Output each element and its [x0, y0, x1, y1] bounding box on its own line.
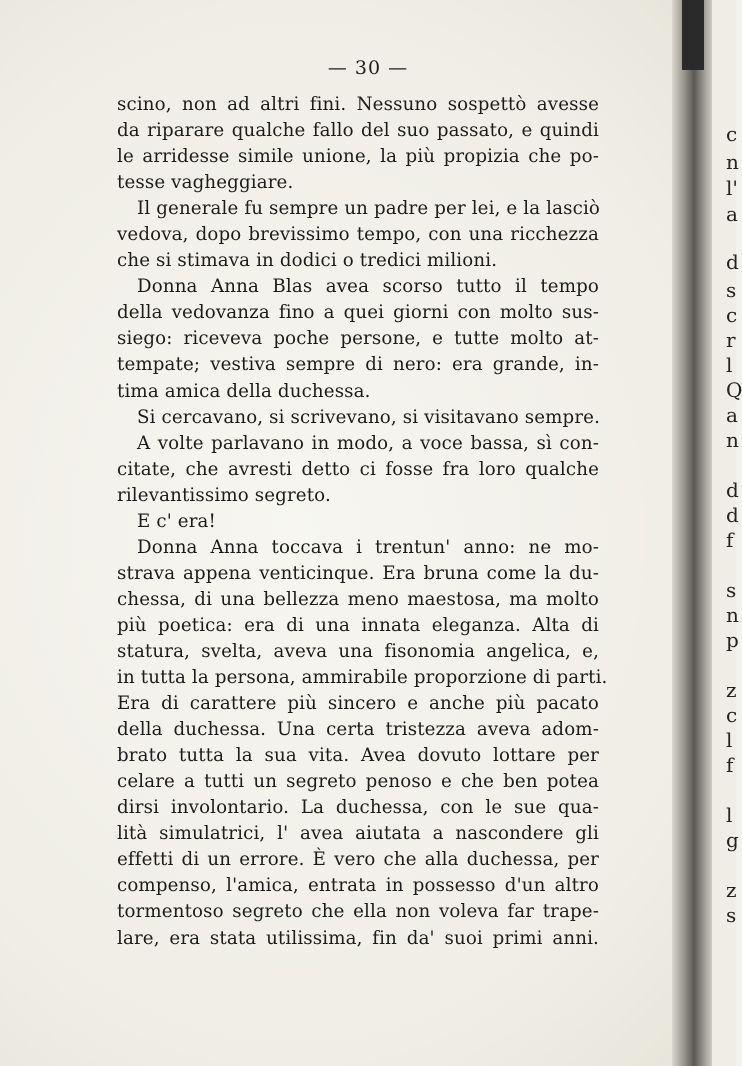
- facing-page-fragment: z: [726, 678, 737, 702]
- text-line: tesse vagheggiare.: [117, 172, 294, 194]
- facing-page-fragment: d: [726, 503, 739, 527]
- text-line: statura, svelta, aveva una fisonomia angelica, e,: [117, 640, 599, 662]
- text-line: dirsi involontario. La duchessa, con le sue qua-: [117, 797, 599, 819]
- facing-page-fragment: l: [726, 728, 733, 752]
- text-line: della duchessa. Una certa tristezza aveva adom-: [117, 719, 599, 741]
- facing-page-fragment: c: [726, 303, 738, 327]
- text-line: siego: riceveva poche persone, e tutte molto at-: [117, 328, 599, 350]
- text-line: lare, era stata utilissima, fin da' suoi primi anni.: [117, 927, 599, 949]
- text-line: le arridesse simile unione, la più propizia che po-: [117, 146, 599, 168]
- facing-page-fragment: l: [726, 353, 733, 377]
- text-line: scino, non ad altri fini. Nessuno sospettò avesse: [117, 94, 599, 115]
- text-line: tempate; vestiva sempre di nero: era grande, in-: [117, 354, 599, 376]
- text-line: in tutta la persona, ammirabile proporzione di parti.: [117, 667, 608, 689]
- text-line: tormentoso segreto che ella non voleva far trape-: [117, 901, 599, 923]
- text-line: Il generale fu sempre un padre per lei, e la lasciò: [137, 198, 601, 220]
- text-line: della vedovanza fino a quei giorni con molto sus-: [117, 302, 599, 324]
- facing-page-fragment: n: [726, 428, 739, 452]
- facing-page-fragment: f: [726, 753, 734, 777]
- text-line: compenso, l'amica, entrata in possesso d'un altro: [117, 875, 599, 897]
- body-text: [117, 92, 608, 952]
- facing-page-fragment: c: [726, 122, 738, 146]
- text-line: citate, che avresti detto ci fosse fra loro qualche: [117, 458, 599, 480]
- facing-page-fragment: r: [726, 328, 736, 352]
- facing-page-fragment: n: [726, 150, 739, 174]
- text-line: Donna Anna Blas avea scorso tutto il tempo: [137, 276, 599, 298]
- text-line: strava appena venticinque. Era bruna come la du-: [117, 562, 599, 584]
- text-line: brato tutta la sua vita. Avea dovuto lottare per: [117, 745, 599, 767]
- text-line: chessa, di una bellezza meno maestosa, ma molto: [117, 588, 599, 610]
- text-line: che si stimava in dodici o tredici milioni.: [117, 250, 498, 272]
- facing-page-fragment: s: [726, 903, 737, 927]
- text-line: più poetica: era di una innata eleganza. Alta di: [117, 614, 599, 636]
- facing-page-fragment: s: [726, 278, 737, 302]
- facing-page-fragment: a: [726, 403, 738, 427]
- facing-page-fragment: l': [726, 176, 738, 200]
- text-line: celare a tutti un segreto penoso e che ben potea: [117, 771, 599, 793]
- facing-page-fragment: d: [726, 250, 739, 274]
- text-line: da riparare qualche fallo del suo passato, e quindi: [117, 120, 599, 142]
- facing-page-fragment: n: [726, 603, 739, 627]
- facing-page-fragment: s: [726, 578, 737, 602]
- facing-page-fragment: d: [726, 478, 739, 502]
- book-gutter: [672, 0, 712, 1066]
- facing-page-fragment: l: [726, 803, 733, 827]
- facing-page-edge: [712, 0, 742, 1066]
- text-line: A volte parlavano in modo, a voce bassa, sì con-: [137, 432, 599, 454]
- facing-page-fragment: z: [726, 878, 737, 902]
- facing-page-fragment: p: [726, 628, 739, 652]
- text-line: rilevantissimo segreto.: [117, 484, 331, 506]
- text-line: vedova, dopo brevissimo tempo, con una ricchezza: [117, 224, 599, 246]
- text-line: effetti di un errore. È vero che alla duchessa, per: [117, 849, 599, 871]
- facing-page-fragment: f: [726, 528, 734, 552]
- text-line: tima amica della duchessa.: [117, 380, 371, 402]
- text-line: E c' era!: [137, 510, 216, 532]
- text-line: lità simulatrici, l' avea aiutata a nascondere gli: [117, 823, 599, 845]
- facing-page-fragment: Q: [726, 378, 742, 402]
- text-line: Si cercavano, si scrivevano, si visitavano sempre.: [137, 406, 601, 428]
- page-number: — 30 —: [327, 57, 409, 79]
- facing-page-fragment: c: [726, 703, 738, 727]
- text-line: Era di carattere più sincero e anche più pacato: [117, 693, 599, 715]
- text-line: Donna Anna toccava i trentun' anno: ne mo-: [137, 536, 599, 558]
- facing-page-fragment: g: [726, 828, 739, 852]
- facing-page-fragment: a: [726, 202, 738, 226]
